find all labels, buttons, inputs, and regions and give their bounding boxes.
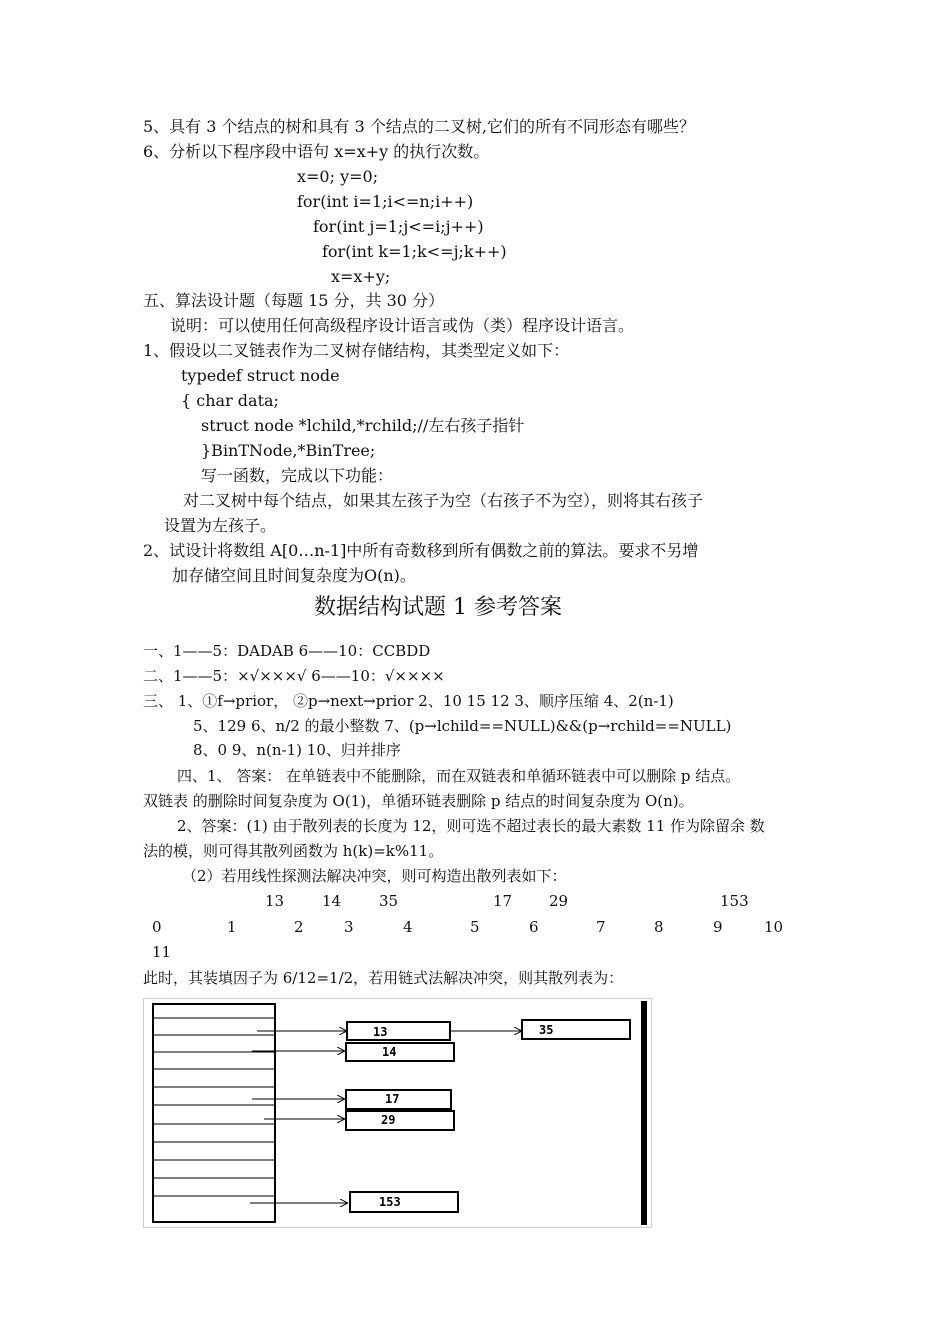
hash-index: 11 <box>152 943 172 961</box>
hash-index: 6 <box>529 918 539 936</box>
answer-line: 双链表 的删除时间复杂度为 O(1)，单循环链表删除 p 结点的时间复杂度为 O(n)。 <box>143 792 694 810</box>
typedef-line: }BinTNode,*BinTree; <box>201 441 376 460</box>
problem-1-intro: 1、假设以二叉链表作为二叉树存储结构，其类型定义如下： <box>143 341 570 360</box>
hash-index: 4 <box>403 918 413 936</box>
hash-key: 35 <box>379 892 399 910</box>
answer-line: （2）若用线性探测法解决冲突，则可构造出散列表如下： <box>182 867 567 885</box>
answer-line: 法的模，则可得其散列函数为 h(k)=k%11。 <box>143 842 444 860</box>
bucket-array <box>153 1004 275 1222</box>
code-line: for(int j=1;j<=i;j++) <box>313 217 484 236</box>
figure-right-border <box>641 1001 647 1225</box>
chained-hash-table-figure <box>143 998 652 1228</box>
hash-table-diagram <box>144 999 651 1227</box>
typedef-line: typedef struct node <box>181 366 340 385</box>
chain-node-label: 14 <box>382 1045 397 1059</box>
chain-node-box <box>347 1022 450 1040</box>
chain-node-label: 29 <box>381 1113 396 1127</box>
problem-1-desc: 设置为左孩子。 <box>164 516 277 535</box>
problem-2: 加存储空间且时间复杂度为O(n)。 <box>172 566 416 585</box>
chain-node-label: 17 <box>385 1092 400 1106</box>
problem-1-task: 写一函数，完成以下功能： <box>201 466 394 485</box>
hash-index: 3 <box>344 918 354 936</box>
hash-key: 14 <box>322 892 342 910</box>
hash-index: 10 <box>764 918 784 936</box>
hash-key: 153 <box>720 892 749 910</box>
answer-line: 四、1、 答案： 在单链表中不能删除，而在双链表和单循环链表中可以删除 p 结点。 <box>177 767 741 785</box>
question-6: 6、分析以下程序段中语句 x=x+y 的执行次数。 <box>143 142 490 161</box>
hash-key: 29 <box>549 892 569 910</box>
load-factor-line: 此时，其装填因子为 6/12=1/2，若用链式法解决冲突，则其散列表为： <box>143 969 624 987</box>
question-5: 5、具有 3 个结点的树和具有 3 个结点的二叉树,它们的所有不同形态有哪些？ <box>143 117 695 136</box>
answer-line: 三、 1、①f→prior， ②p→next→prior 2、10 15 12 3、顺序压缩 4、2(n-1) <box>143 692 674 710</box>
hash-key: 17 <box>493 892 513 910</box>
code-line: x=x+y; <box>331 267 391 286</box>
answer-line: 二、1——5：×√×××√ 6——10：√×××× <box>143 667 445 685</box>
chain-node-box <box>346 1043 454 1061</box>
chain-node-label: 35 <box>539 1023 554 1037</box>
chain-node-box <box>346 1111 454 1130</box>
code-line: for(int k=1;k<=j;k++) <box>322 242 507 261</box>
hash-index: 1 <box>227 918 237 936</box>
chain-node-box <box>350 1192 458 1212</box>
bucket-dividers <box>153 1018 275 1196</box>
code-line: x=0; y=0; <box>297 167 379 186</box>
hash-key: 13 <box>265 892 285 910</box>
problem-1-desc: 对二叉树中每个结点，如果其左孩子为空（右孩子不为空），则将其右孩子 <box>183 491 704 510</box>
code-line: for(int i=1;i<=n;i++) <box>297 192 474 211</box>
hash-index: 9 <box>713 918 723 936</box>
problem-2: 2、试设计将数组 A[0…n-1]中所有奇数移到所有偶数之前的算法。要求不另增 <box>143 541 699 560</box>
hash-index: 5 <box>470 918 480 936</box>
chain-node-label: 13 <box>373 1025 388 1039</box>
section-5-note: 说明：可以使用任何高级程序设计语言或伪（类）程序设计语言。 <box>170 316 635 335</box>
answer-line: 2、答案：(1) 由于散列表的长度为 12，则可选不超过表长的最大素数 11 作为除留余 数 <box>177 817 765 835</box>
hash-index: 8 <box>654 918 664 936</box>
chain-node-label: 153 <box>379 1195 401 1209</box>
answer-line: 8、0 9、n(n-1) 10、归并排序 <box>193 741 401 759</box>
hash-index: 2 <box>294 918 304 936</box>
typedef-line: { char data; <box>181 391 279 410</box>
answer-line: 5、129 6、n/2 的最小整数 7、(p→lchild==NULL)&&(p→rchild==NULL) <box>193 717 732 735</box>
answers-title: 数据结构试题 1 参考答案 <box>314 595 562 620</box>
typedef-line: struct node *lchild,*rchild;//左右孩子指针 <box>201 416 525 435</box>
section-5-heading: 五、算法设计题（每题 15 分，共 30 分） <box>143 291 445 310</box>
hash-index: 0 <box>152 918 162 936</box>
hash-index: 7 <box>596 918 606 936</box>
answer-line: 一、1——5：DADAB 6——10：CCBDD <box>143 642 431 660</box>
